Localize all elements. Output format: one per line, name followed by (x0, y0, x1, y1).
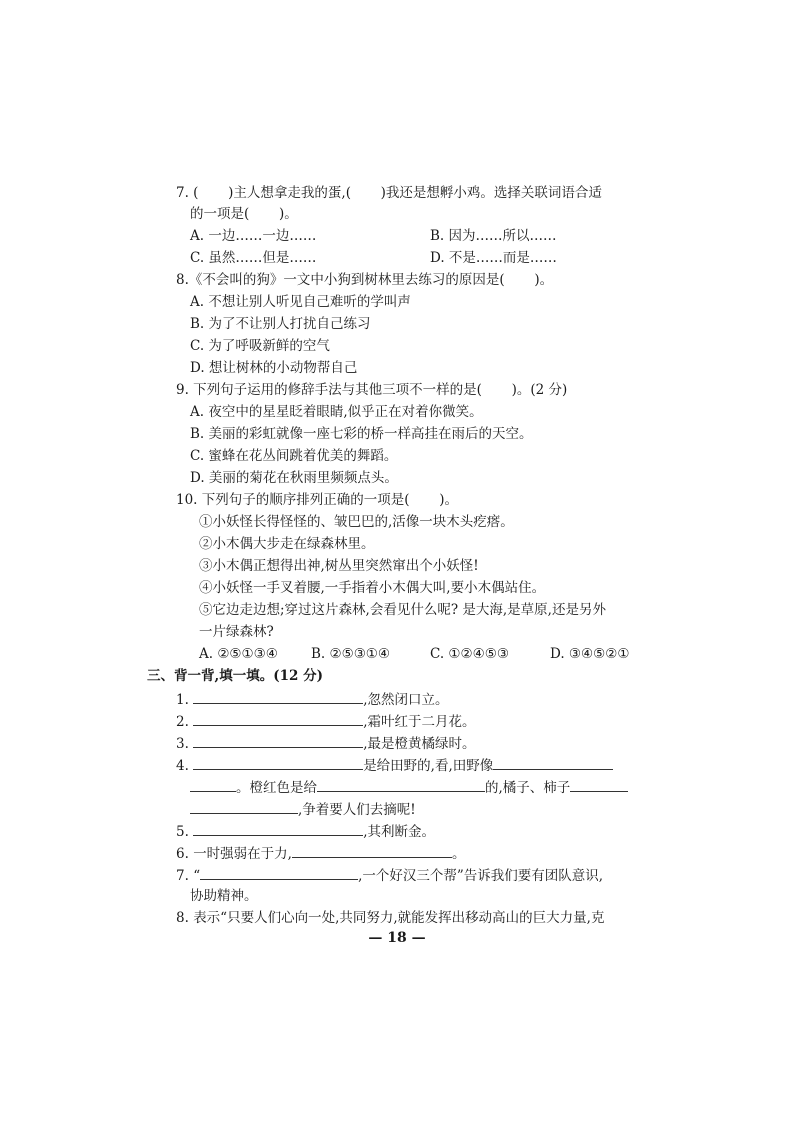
q10-sentence-5-cont: 一片绿森林? (199, 624, 274, 640)
fill-7-line1: 7. “ ,一个好汉三个帮”告诉我们要有团队意识, (176, 864, 603, 886)
fill-5: 5. ,其利断金。 (176, 820, 435, 842)
fill-4-line2: 。橙红色是给 的,橘子、柿子 (190, 776, 628, 798)
fill-4-blank-5[interactable] (570, 776, 628, 792)
q9-option-d[interactable]: D. 美丽的菊花在秋雨里频频点头。 (190, 470, 398, 486)
q9-stem: 9. 下列句子运用的修辞手法与其他三项不一样的是( )。(2 分) (176, 382, 568, 398)
q10-stem: 10. 下列句子的顺序排列正确的一项是( )。 (176, 492, 458, 508)
q10-sentence-2: ②小木偶大步走在绿森林里。 (199, 536, 375, 552)
fill-4-blank-6[interactable] (190, 798, 298, 814)
q8-option-b[interactable]: B. 为了不让别人打扰自己练习 (190, 316, 371, 332)
q8-stem: 8.《不会叫的狗》一文中小狗到树林里去练习的原因是( )。 (176, 272, 554, 288)
fill-1: 1. ,忽然闭口立。 (176, 688, 448, 710)
q8-option-a[interactable]: A. 不想让别人听见自己难听的学叫声 (190, 294, 411, 310)
q8-option-c[interactable]: C. 为了呼吸新鲜的空气 (190, 338, 330, 354)
q10-option-a[interactable]: A. ②⑤①③④ (199, 646, 278, 662)
fill-3-blank[interactable] (193, 732, 363, 748)
q8-option-d[interactable]: D. 想让树林的小动物帮自己 (190, 360, 358, 376)
q10-sentence-4: ④小妖怪一手叉着腰,一手指着小木偶大叫,要小木偶站住。 (199, 580, 546, 596)
q7-option-c[interactable]: C. 虽然……但是…… (190, 250, 317, 266)
fill-1-blank[interactable] (193, 688, 363, 704)
q10-sentence-3: ③小木偶正想得出神,树丛里突然窜出个小妖怪! (199, 558, 479, 574)
q9-option-a[interactable]: A. 夜空中的星星眨着眼睛,似乎正在对着你微笑。 (190, 404, 483, 420)
fill-4-blank-2[interactable] (493, 754, 613, 770)
q10-sentence-1: ①小妖怪长得怪怪的、皱巴巴的,活像一块木头疙瘩。 (199, 514, 514, 530)
q9-option-c[interactable]: C. 蜜蜂在花丛间跳着优美的舞蹈。 (190, 448, 398, 464)
q7-option-a[interactable]: A. 一边……一边…… (190, 228, 317, 244)
q7-stem-line1: 7. ( )主人想拿走我的蛋,( )我还是想孵小鸡。选择关联词语合适 (176, 185, 602, 201)
q7-option-d[interactable]: D. 不是……而是…… (430, 250, 557, 266)
fill-8: 8. 表示“只要人们心向一处,共同努力,就能发挥出移动高山的巨大力量,克 (176, 910, 605, 926)
fill-6: 6. 一时强弱在于力, 。 (176, 842, 465, 864)
q7-option-b[interactable]: B. 因为……所以…… (430, 228, 557, 244)
page-number: — 18 — (368, 930, 426, 946)
fill-3: 3. ,最是橙黄橘绿时。 (176, 732, 475, 754)
fill-7-line2: 协助精神。 (190, 888, 258, 904)
q10-option-b[interactable]: B. ②⑤③①④ (311, 646, 391, 662)
fill-6-blank[interactable] (292, 842, 452, 858)
fill-4-blank-3[interactable] (190, 776, 236, 792)
fill-5-blank[interactable] (193, 820, 363, 836)
fill-4-blank-4[interactable] (317, 776, 485, 792)
q9-option-b[interactable]: B. 美丽的彩虹就像一座七彩的桥一样高挂在雨后的天空。 (190, 426, 533, 442)
fill-2: 2. ,霜叶红于二月花。 (176, 710, 475, 732)
section-3-title: 三、背一背,填一填。(12 分) (147, 668, 323, 684)
fill-4-line1: 4. 是给田野的,看,田野像 (176, 754, 613, 776)
q10-option-d[interactable]: D. ③④⑤②① (550, 646, 630, 662)
fill-4-blank-1[interactable] (193, 754, 363, 770)
q10-option-c[interactable]: C. ①②④⑤③ (430, 646, 509, 662)
fill-7-blank[interactable] (200, 864, 358, 880)
q10-sentence-5: ⑤它边走边想;穿过这片森林,会看见什么呢? 是大海,是草原,还是另外 (199, 602, 606, 618)
fill-4-line3: ,争着要人们去摘呢! (190, 798, 416, 820)
fill-2-blank[interactable] (193, 710, 363, 726)
q7-stem-line2: 的一项是( )。 (190, 206, 298, 222)
